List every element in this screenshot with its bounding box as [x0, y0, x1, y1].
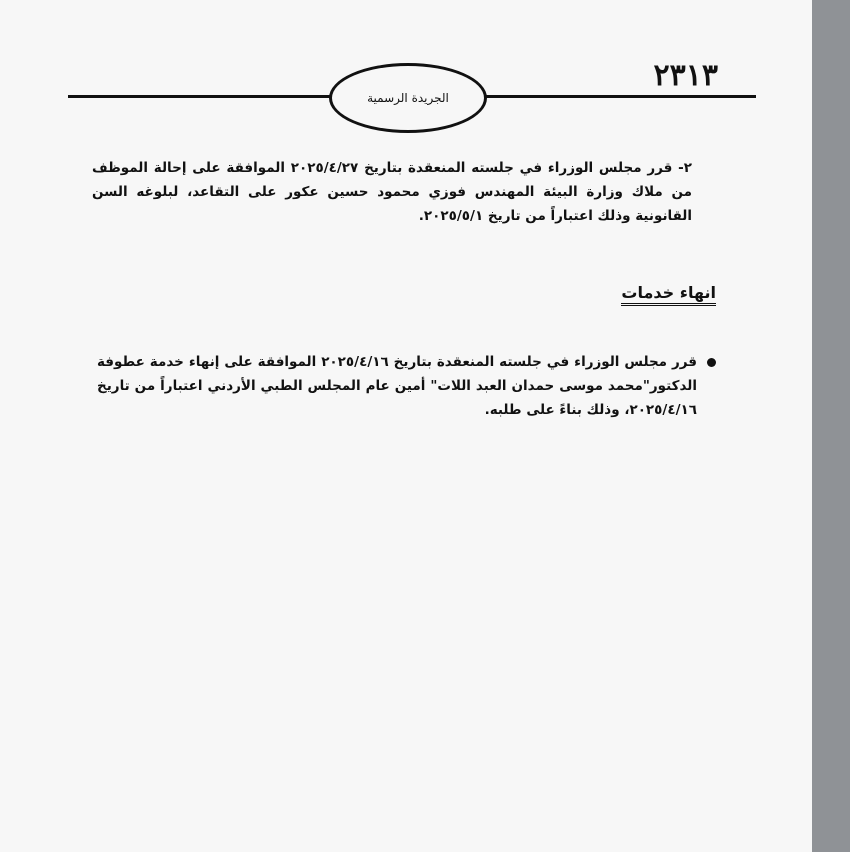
bullet-icon: [707, 358, 716, 367]
header-oval: [329, 63, 487, 133]
page-number: ٢٣١٣: [653, 58, 718, 93]
decision-item-2: ٢- قرر مجلس الوزراء في جلسته المنعقدة بتاريخ ٢٠٢٥/٤/٢٧ الموافقة على إحالة الموظف من ملاك وزارة البيئة المهندس فوزي محمود حسين عكور على التقاعد، لبلوغه السن القانونية وذلك اعتباراً من تاريخ ٢٠٢٥/٥/١.: [92, 160, 692, 224]
section-title: انهاء خدمات: [621, 283, 716, 306]
bullet-text: قرر مجلس الوزراء في جلسته المنعقدة بتاريخ ٢٠٢٥/٤/١٦ الموافقة على إنهاء خدمة عطوفة الدكتور"محمد موسى حمدان العبد اللات" أمين عام المجلس الطبي الأردني اعتباراً من تاريخ ٢٠٢٥/٤/١٦، وذلك بناءً على طلبه.: [97, 354, 697, 418]
side-scrollbar[interactable]: [812, 0, 850, 852]
publication-title: الجريدة الرسمية: [367, 91, 449, 105]
bullet-item: [96, 350, 716, 422]
